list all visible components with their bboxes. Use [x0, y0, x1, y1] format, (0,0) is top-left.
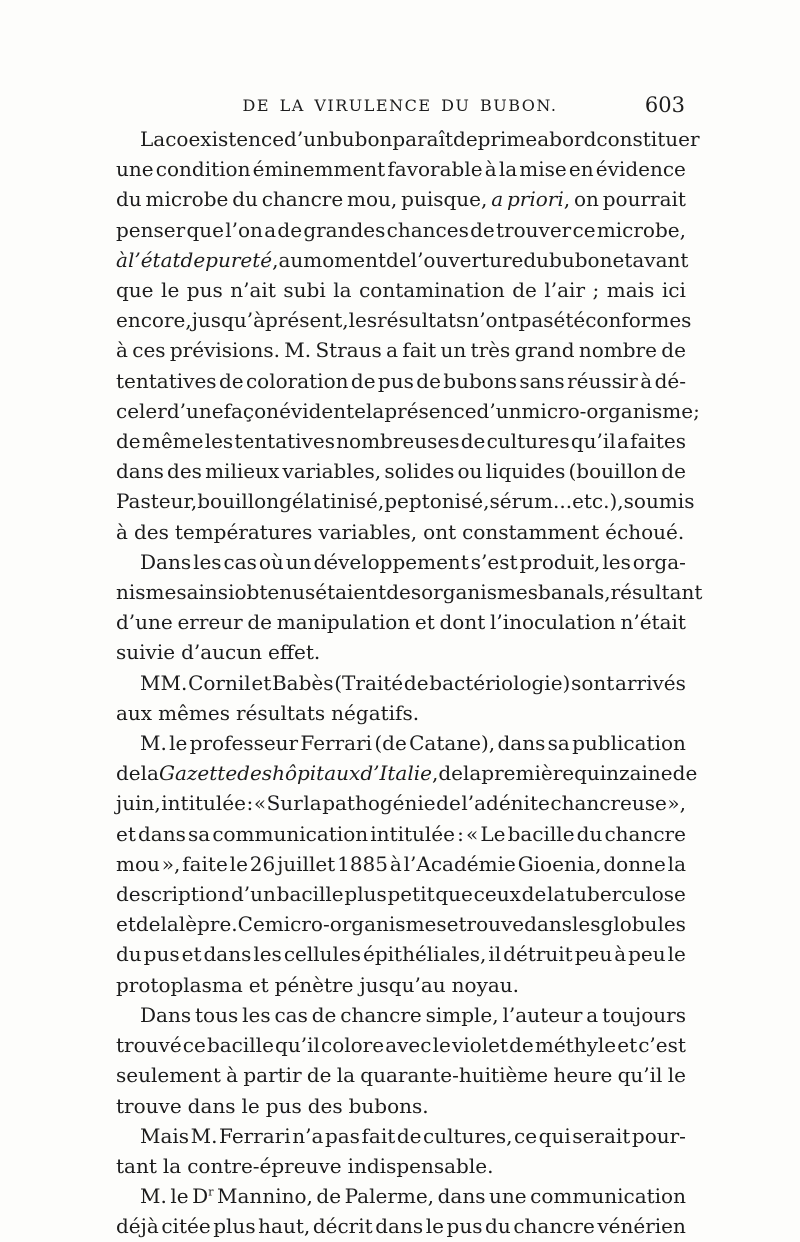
text-line: tentatives de coloration de pus de bubons sans réussir à dé-: [116, 368, 686, 393]
text-line: et de la lèpre. Ce micro-organisme se trouve dans les globules: [116, 912, 686, 937]
text-line: celer d’une façon évidente la présence d’un micro-organisme ;: [116, 398, 700, 423]
text-line: penser que l’on a de grandes chances de trouver ce microbe,: [116, 217, 686, 242]
text-line: une condition éminemment favorable à la mise en évidence: [116, 157, 686, 182]
text-line: encore, jusqu’à présent, les résultats n’ont pas été conformes: [116, 308, 692, 333]
text-line: de même les tentatives nombreuses de cultures qu’il a faites: [116, 429, 686, 454]
text-line: suivie d’aucun effet.: [116, 640, 321, 665]
text-line: du pus et dans les cellules épithéliales, il détruit peu à peu le: [116, 942, 686, 967]
body-text: [116, 124, 703, 1242]
text-line: d’une erreur de manipulation et dont l’inoculation n’était: [116, 610, 686, 635]
text-line: seulement à partir de la quarante-huitième heure qu’il le: [116, 1063, 686, 1088]
text-line: Mais M. Ferrari n’a pas fait de cultures, ce qui serait pour-: [140, 1123, 686, 1148]
text-line: La coexistence d’un bubon paraît de prime abord constituer: [140, 127, 700, 151]
text-line: description d’un bacille plus petit que ceux de la tuberculose: [116, 882, 686, 907]
text-line: protoplasma et pénètre jusqu’au noyau.: [116, 972, 520, 997]
running-title: DE LA VIRULENCE DU BUBON.: [242, 96, 558, 115]
text-line: tant la contre-épreuve indispensable.: [116, 1153, 494, 1178]
text-line: juin, intitulée : « Sur la pathogénie de l’adénite chancreuse »,: [116, 791, 686, 816]
text-line: M. le $D^r$ Mannino, de Palerme, dans une communication: [140, 1184, 686, 1209]
text-line: M. le professeur Ferrari (de Catane), dans sa publication: [140, 731, 686, 756]
text-line: MM. Cornil et Babès (Traité de bactériologie) sont arrivés: [140, 670, 686, 695]
text-line: mou », faite le 26 juillet 1885 à l’Académie Gioenia, donne la: [116, 851, 686, 876]
text-line: trouvé ce bacille qu’il colore avec le violet de méthyle et c’est: [116, 1033, 686, 1058]
text-line: Dans les cas où un développement s’est produit, les orga-: [140, 549, 686, 574]
text-line: et dans sa communication intitulée : « Le bacille du chancre: [116, 821, 686, 846]
text-line: Dans tous les cas de chancre simple, l’auteur a toujours: [140, 1002, 686, 1027]
text-line: aux mêmes résultats négatifs.: [116, 700, 420, 725]
page-header: [115, 93, 685, 126]
text-line: Pasteur, bouillon gélatinisé, peptonisé, sérum... etc.), soumis: [116, 489, 695, 514]
text-line: du microbe du chancre mou, puisque, a priori, on pourrait: [116, 187, 686, 212]
text-line: à ces prévisions. M. Straus a fait un très grand nombre de: [116, 338, 686, 363]
text-line: déjà citée plus haut, décrit dans le pus du chancre vénérien: [116, 1214, 686, 1239]
text-line: à des températures variables, ont constamment échoué.: [116, 519, 685, 544]
page-number: 603: [644, 93, 685, 117]
text-line: dans des milieux variables, solides ou liquides (bouillon de: [116, 459, 686, 484]
text-line: que le pus n’ait subi la contamination de l’air ; mais ici: [116, 278, 686, 303]
text-line: nismes ainsi obtenus étaient des organismes banals, résultant: [116, 580, 703, 605]
text-line: trouve dans le pus des bubons.: [116, 1093, 429, 1118]
text-line: de la Gazette des hôpitaux d’Italie, de la première quinzaine de: [116, 761, 698, 786]
text-line: à l’état de pureté, au moment de l’ouverture du bubon et avant: [116, 247, 689, 272]
